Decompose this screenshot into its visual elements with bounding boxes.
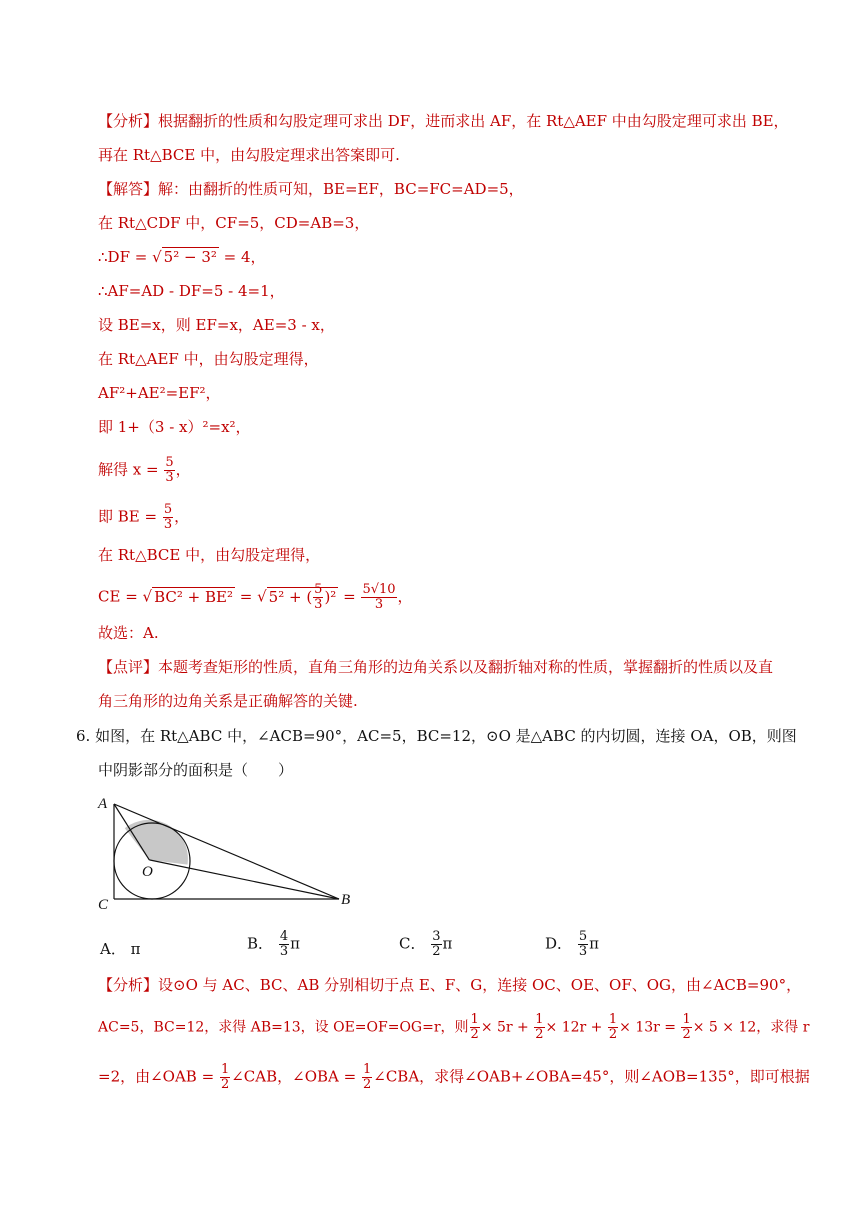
analysis-5-line-1: 【分析】根据翻折的性质和勾股定理可求出 DF，进而求出 AF，在 Rt△AEF 中由勾股定理可求出 BE，: [98, 112, 789, 130]
solution-5-line-11: 在 Rt△BCE 中，由勾股定理得，: [98, 546, 321, 564]
analysis-6-line-1: 【分析】设⊙O 与 AC、BC、AB 分别相切于点 E、F、G，连接 OC、OE、OF、OG，由∠ACB=90°，: [98, 976, 802, 994]
option-d[interactable]: D． $\frac{5}{3}$ π: [545, 929, 599, 959]
analysis-6-line-3: =2，由∠OAB = $\frac{1}{2}$ ∠CAB，∠OBA = $\frac{1}{2}$ ∠CBA，求得∠OAB+∠OBA=45°，则∠AOB=135°，即可根据: [98, 1062, 810, 1092]
solution-tag: 【解答】: [98, 180, 159, 198]
shaded-sector: [125, 820, 188, 865]
comment-5-line-2: 角三角形的边角关系是正确解答的关键.: [98, 692, 358, 710]
incircle-triangle-figure: [96, 796, 358, 916]
question-6-line-1: 6. 如图，在 Rt△ABC 中，∠ACB=90°，AC=5，BC=12，⊙O 是△ABC 的内切圆，连接 OA，OB，则图: [76, 727, 797, 745]
solution-5-line-2: 在 Rt△CDF 中，CF=5，CD=AB=3，: [98, 214, 370, 232]
segment-ob: [149, 860, 339, 899]
label-b: B: [341, 892, 351, 908]
analysis-tag: 【分析】: [98, 112, 159, 130]
question-number: 6.: [76, 727, 91, 745]
solution-5-line-5: 设 BE=x，则 EF=x，AE=3 - x，: [98, 316, 335, 334]
analysis-tag: 【分析】: [98, 976, 159, 994]
solution-5-line-10: 即 BE = $\frac{5}{3}$ ，: [98, 502, 190, 532]
comment-tag: 【点评】: [98, 658, 159, 676]
comment-5-line-1: 【点评】本题考查矩形的性质，直角三角形的边角关系以及翻折轴对称的性质，掌握翻折的性质以及直: [98, 658, 774, 676]
option-a[interactable]: A． π: [100, 940, 141, 958]
solution-5-line-8: 即 1+（3 - x）²=x²，: [98, 418, 251, 436]
label-o: O: [142, 864, 153, 880]
option-b[interactable]: B． $\frac{4}{3}$ π: [247, 929, 300, 959]
solution-5-line-4: ∴AF=AD - DF=5 - 4=1，: [98, 282, 285, 300]
solution-5-line-7: AF²+AE²=EF²，: [98, 384, 221, 402]
solution-5-line-3: ∴DF = √ 5² − 3² = 4，: [98, 248, 266, 266]
analysis-6-line-2: AC=5，BC=12，求得 AB=13，设 OE=OF=OG=r，则 $\frac{1}{2}$ × 5r + $\frac{1}{2}$ × 12r + $\frac{1}{2}$ × 13r = $\frac{1}{2}$ × 5 × 12，求得 r: [98, 1012, 810, 1042]
solution-5-line-12: CE = √ BC² + BE² = √ 5² + ( $\frac{5}{3}$ )² = $\frac{5√10}{3}$ ，: [98, 582, 413, 612]
analysis-5-line-2: 再在 Rt△BCE 中，由勾股定理求出答案即可.: [98, 146, 400, 164]
solution-5-line-13: 故选：A.: [98, 624, 159, 642]
solution-5-line-9: 解得 x = $\frac{5}{3}$ ，: [98, 455, 191, 485]
solution-5-line-1: 【解答】解：由翻折的性质可知，BE=EF，BC=FC=AD=5，: [98, 180, 524, 198]
label-c: C: [98, 897, 109, 913]
label-a: A: [98, 796, 108, 812]
solution-5-line-6: 在 Rt△AEF 中，由勾股定理得，: [98, 350, 319, 368]
option-c[interactable]: C． $\frac{3}{2}$ π: [399, 929, 453, 959]
question-6-line-2: 中阴影部分的面积是（ ）: [98, 761, 294, 779]
